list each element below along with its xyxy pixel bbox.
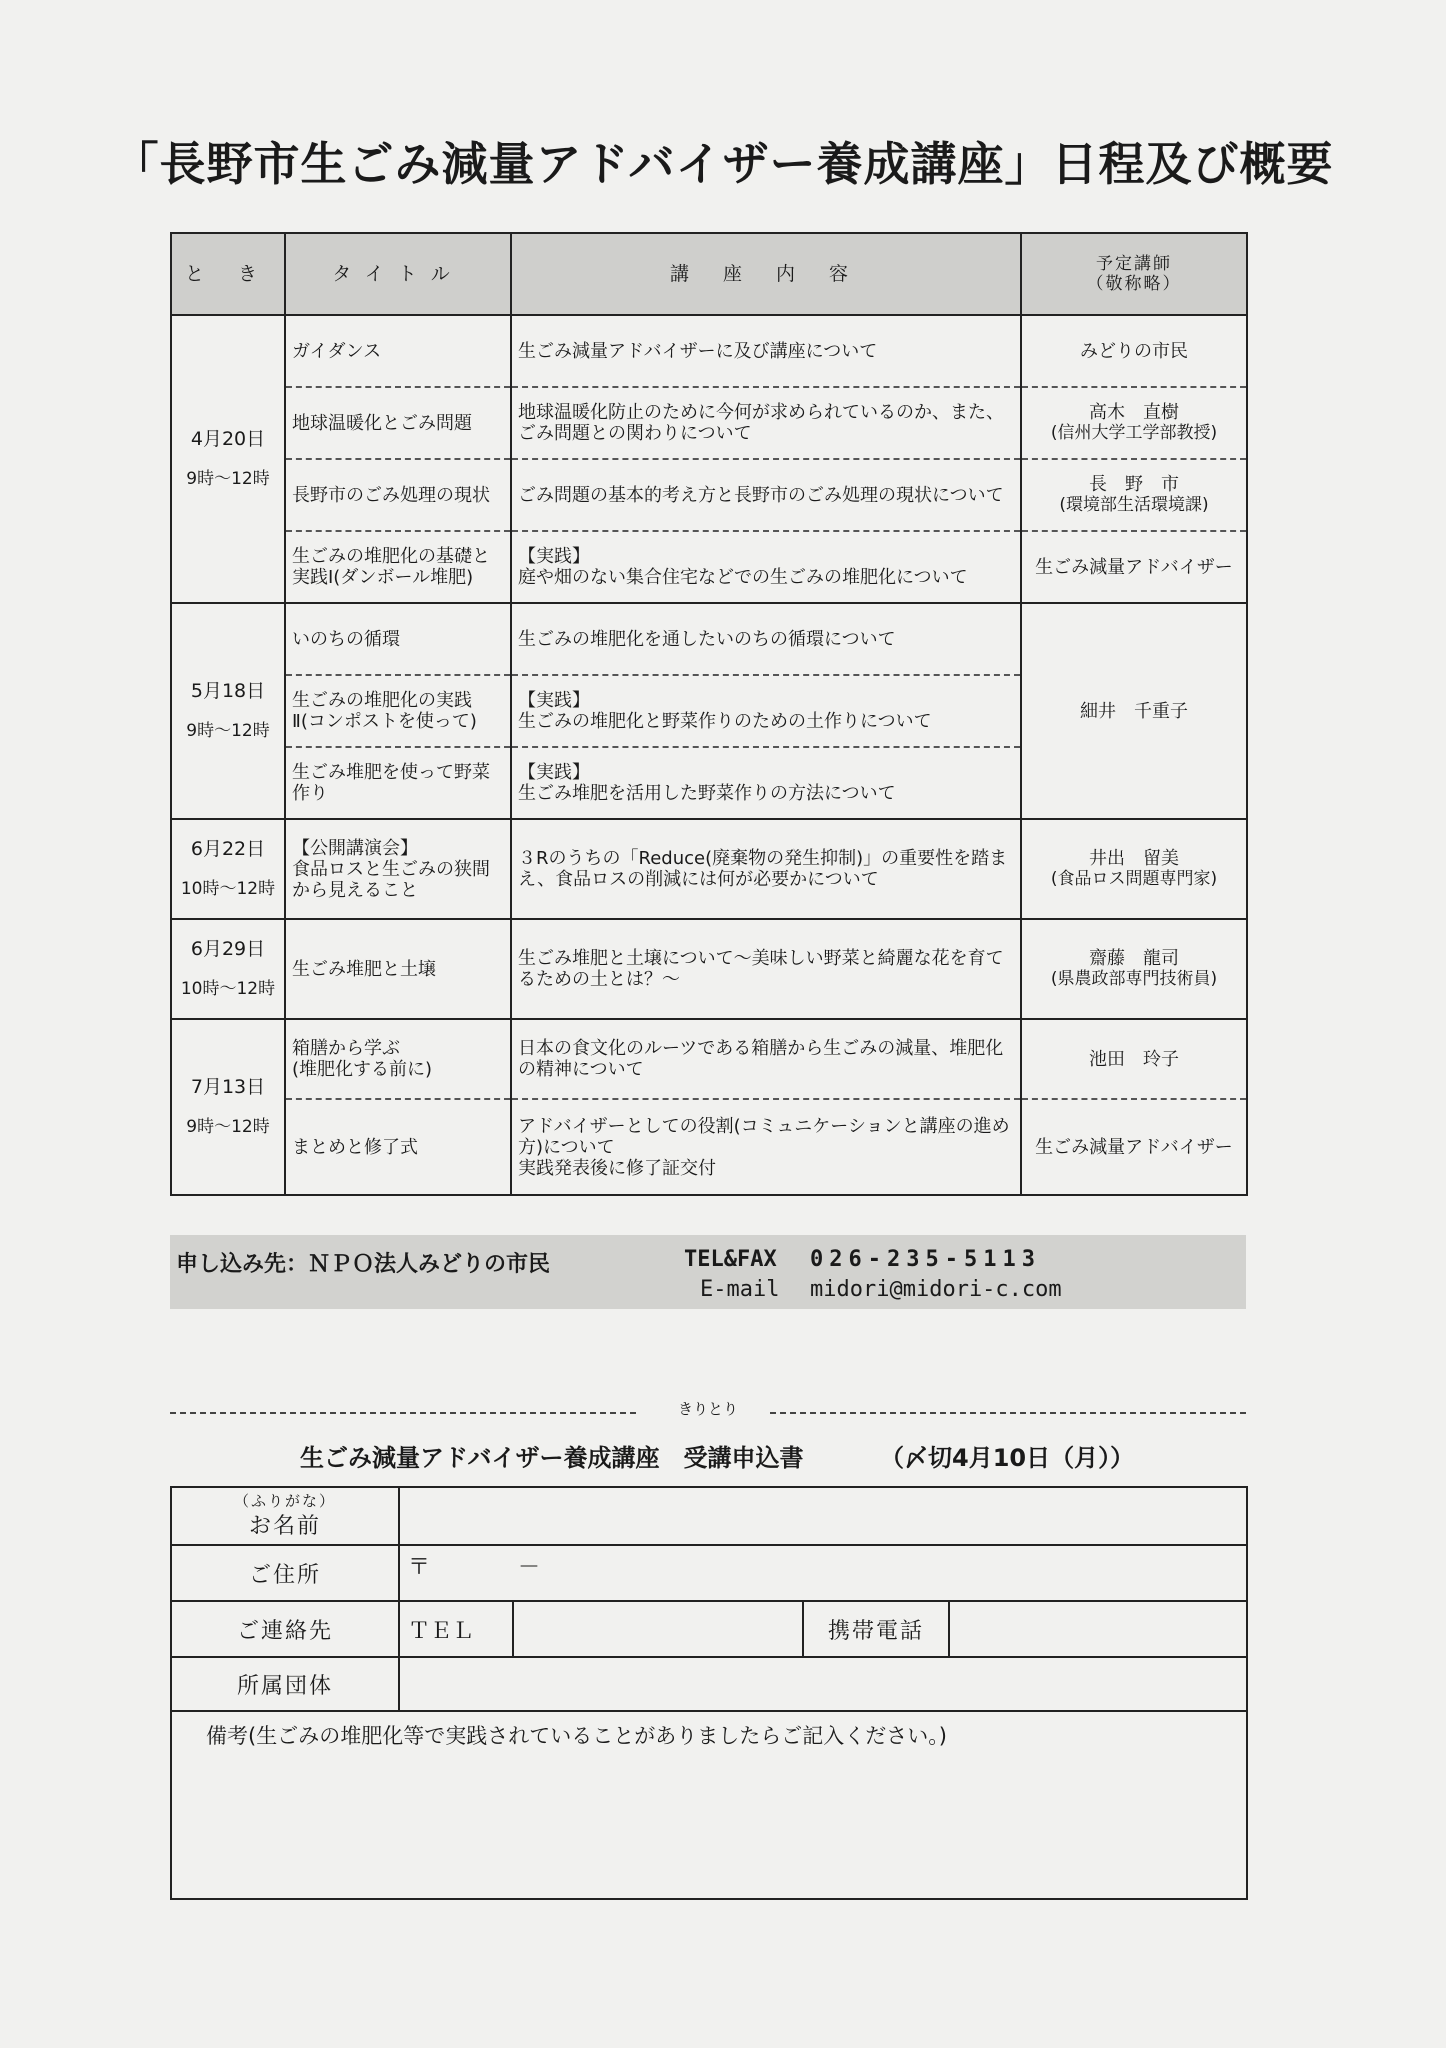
cut-dash-right	[770, 1412, 1246, 1414]
session-date: 7月13日	[190, 1076, 266, 1098]
session-content: ごみ問題の基本的考え方と長野市のごみ処理の現状について	[511, 459, 1021, 531]
tel-field[interactable]	[513, 1601, 803, 1657]
schedule-row	[171, 1019, 1247, 1099]
header-lecturer	[1021, 233, 1247, 315]
cut-line	[170, 1398, 1246, 1418]
header-lecturer-label: 予定講師	[1096, 254, 1172, 274]
name-label: お名前	[248, 1513, 321, 1539]
schedule-body	[171, 315, 1247, 1195]
session-lecturer: 生ごみ減量アドバイザー	[1035, 556, 1233, 578]
schedule-row	[171, 315, 1247, 387]
session-date: 4月20日	[190, 428, 266, 450]
session-title: 長野市のごみ処理の現状	[285, 459, 511, 531]
session-lecturer-cell	[1021, 1019, 1247, 1099]
cut-label: きりとり	[677, 1400, 738, 1418]
session-date-cell	[171, 603, 285, 819]
session-date-cell	[171, 315, 285, 603]
schedule-table	[170, 232, 1248, 1196]
address-field[interactable]	[399, 1545, 1247, 1601]
postal-mark: 〒 －	[408, 1555, 541, 1580]
session-lecturer-cell	[1021, 819, 1247, 919]
application-form	[170, 1486, 1248, 1900]
session-title: ガイダンス	[285, 315, 511, 387]
session-time: 9時～12時	[186, 469, 270, 489]
session-lecturer-cell	[1021, 1099, 1247, 1195]
notes-label: 備考(生ごみの堆肥化等で実践されていることがありましたらご記入ください。)	[206, 1724, 947, 1748]
session-lecturer: 井出 留美	[1089, 848, 1179, 869]
contact-box	[170, 1235, 1246, 1309]
session-date: 6月29日	[190, 938, 266, 960]
session-content: 生ごみの堆肥化を通したいのちの循環について	[511, 603, 1021, 675]
header-content: 講 座 内 容	[511, 233, 1021, 315]
header-lecturer-note: （敬称略）	[1086, 274, 1182, 294]
session-time: 10時～12時	[180, 879, 276, 899]
session-date-cell	[171, 819, 285, 919]
session-date: 5月18日	[190, 680, 266, 702]
org-field[interactable]	[399, 1657, 1247, 1711]
form-title: 生ごみ減量アドバイザー養成講座 受講申込書	[300, 1444, 804, 1472]
session-lecturer-cell	[1021, 387, 1247, 459]
form-deadline: （〆切4月10日（月））	[880, 1444, 1135, 1472]
email-label: E-mail	[700, 1277, 780, 1302]
session-lecturer: 高木 直樹	[1089, 402, 1179, 423]
header-title: タイトル	[285, 233, 511, 315]
session-title: 生ごみ堆肥を使って野菜作り	[285, 747, 511, 819]
session-lecturer-cell	[1021, 531, 1247, 603]
schedule-row	[171, 387, 1247, 459]
schedule-row	[171, 459, 1247, 531]
schedule-row	[171, 819, 1247, 919]
schedule-row	[171, 919, 1247, 1019]
session-content: 地球温暖化防止のために今何が求められているのか、また、ごみ問題との関わりについて	[511, 387, 1021, 459]
furigana-label: （ふりがな）	[233, 1491, 336, 1510]
email-address: midori@midori-c.com	[810, 1277, 1062, 1302]
session-time: 9時～12時	[186, 721, 270, 741]
address-label: ご住所	[171, 1545, 399, 1601]
notes-field[interactable]	[171, 1711, 1247, 1899]
session-title: 地球温暖化とごみ問題	[285, 387, 511, 459]
name-field[interactable]	[399, 1487, 1247, 1545]
session-lecturer: みどりの市民	[1080, 340, 1188, 362]
session-content: 日本の食文化のルーツである箱膳から生ごみの減量、堆肥化の精神について	[511, 1019, 1021, 1099]
session-date-cell	[171, 1019, 285, 1195]
session-lecturer-cell	[1021, 315, 1247, 387]
schedule-row	[171, 531, 1247, 603]
session-content: 生ごみ堆肥と土壌について～美味しい野菜と綺麗な花を育てるための土とは？～	[511, 919, 1021, 1019]
session-lecturer: 生ごみ減量アドバイザー	[1035, 1136, 1233, 1158]
session-title: 【公開講演会】 食品ロスと生ごみの狭間から見えること	[285, 819, 511, 919]
session-content: アドバイザーとしての役割(コミュニケーションと講座の進め方)について 実践発表後に修了証交付	[511, 1099, 1021, 1195]
tel-field-label: ＴＥＬ	[399, 1601, 513, 1657]
lecturer-affiliation: (環境部生活環境課)	[1059, 495, 1209, 515]
org-label: 所属団体	[171, 1657, 399, 1711]
header-date: と き	[171, 233, 285, 315]
mobile-field[interactable]	[949, 1601, 1247, 1657]
mobile-label: 携帯電話	[803, 1601, 949, 1657]
session-date: 6月22日	[190, 838, 266, 860]
session-time: 10時～12時	[180, 979, 276, 999]
lecturer-affiliation: (食品ロス問題専門家)	[1050, 869, 1218, 889]
session-title: 生ごみの堆肥化の基礎と実践Ⅰ(ダンボール堆肥)	[285, 531, 511, 603]
contact-info-label: ご連絡先	[171, 1601, 399, 1657]
lecturer-affiliation: (信州大学工学部教授)	[1050, 423, 1218, 443]
session-content: 生ごみ減量アドバイザーに及び講座について	[511, 315, 1021, 387]
page-title: 「長野市生ごみ減量アドバイザー養成講座」日程及び概要	[112, 137, 1334, 191]
session-content: 【実践】 庭や畑のない集合住宅などでの生ごみの堆肥化について	[511, 531, 1021, 603]
lecturer-affiliation: (県農政部専門技術員)	[1050, 969, 1218, 989]
session-title: 生ごみの堆肥化の実践Ⅱ(コンポストを使って)	[285, 675, 511, 747]
session-content: ３Rのうちの「Reduce(廃棄物の発生抑制)」の重要性を踏まえ、食品ロスの削減には何が必要かについて	[511, 819, 1021, 919]
contact-label: 申し込み先：ＮＰＯ法人みどりの市民	[176, 1252, 551, 1277]
schedule-row	[171, 1099, 1247, 1195]
session-title: まとめと修了式	[285, 1099, 511, 1195]
schedule-row	[171, 603, 1247, 675]
tel-label: TEL&FAX	[684, 1247, 777, 1272]
session-lecturer: 細井 千重子	[1021, 603, 1247, 819]
session-lecturer-cell	[1021, 459, 1247, 531]
session-lecturer: 長 野 市	[1089, 474, 1179, 495]
session-lecturer: 池田 玲子	[1089, 1048, 1179, 1070]
session-lecturer: 齋藤 龍司	[1089, 948, 1179, 969]
session-title: 生ごみ堆肥と土壌	[285, 919, 511, 1019]
session-title: いのちの循環	[285, 603, 511, 675]
session-content: 【実践】 生ごみの堆肥化と野菜作りのための土作りについて	[511, 675, 1021, 747]
name-label-cell	[171, 1487, 399, 1545]
session-lecturer-cell	[1021, 919, 1247, 1019]
tel-number: 026-235-5113	[810, 1247, 1041, 1272]
session-date-cell	[171, 919, 285, 1019]
session-content: 【実践】 生ごみ堆肥を活用した野菜作りの方法について	[511, 747, 1021, 819]
session-time: 9時～12時	[186, 1117, 270, 1137]
session-title: 箱膳から学ぶ (堆肥化する前に)	[285, 1019, 511, 1099]
